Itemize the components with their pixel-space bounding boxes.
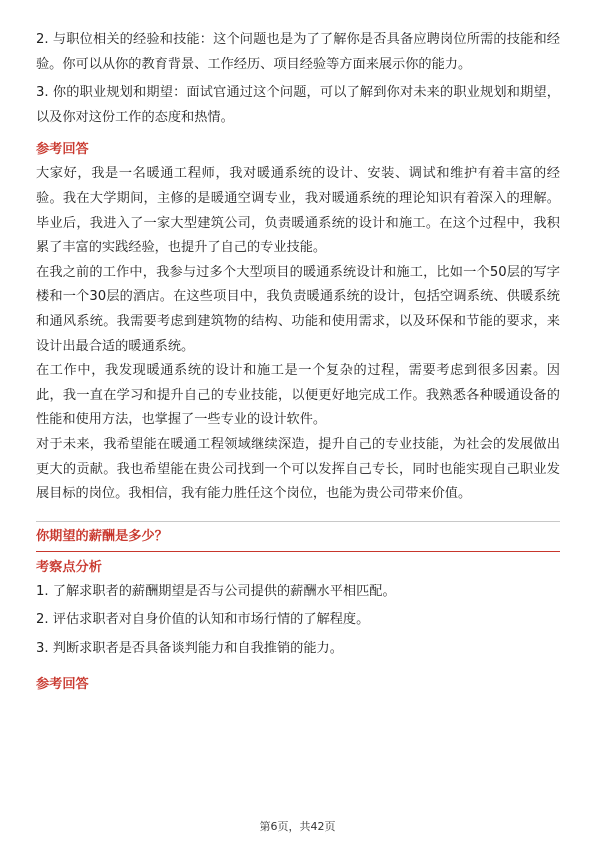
document-page xyxy=(36,28,560,697)
analysis-item-2: 2. 评估求职者对自身价值的认知和市场行情的了解程度。 xyxy=(36,612,370,628)
answer-paragraph-4: 对于未来，我希望能在暖通工程领域继续深造，提升自己的专业技能，为社会的发展做出更大的贡献。我也希望能在贵公司找到一个可以发挥自己专长，同时也能实现自己职业发展目标的岗位。我相信，我有能力胜任这个岗位，也能为贵公司带来价值。 xyxy=(36,436,560,502)
question-title: 你期望的薪酬是多少？ xyxy=(36,524,560,552)
answer-paragraph-3: 在工作中，我发现暖通系统的设计和施工是一个复杂的过程，需要考虑到很多因素。因此，我一直在学习和提升自己的专业技能，以便更好地完成工作。我熟悉各种暖通设备的性能和使用方法，也掌握了一些专业的设计软件。 xyxy=(36,363,560,428)
analysis-heading: 考察点分析 xyxy=(36,559,102,575)
answer-paragraph-2: 在我之前的工作中，我参与过多个大型项目的暖通系统设计和施工，比如一个50层的写字楼和一个30层的酒店。在这些项目中，我负责暖通系统的设计，包括空调系统、供暖系统和通风系统。我需要考虑到建筑物的结构、功能和使用需求，以及环保和节能的要求，来设计出最合适的暖通系统。 xyxy=(36,264,560,354)
question-answer-heading: 参考回答 xyxy=(36,677,89,693)
analysis-item-1: 1. 了解求职者的薪酬期望是否与公司提供的薪酬水平相匹配。 xyxy=(36,583,396,599)
answer-paragraph-1: 大家好，我是一名暖通工程师，我对暖通系统的设计、安装、调试和维护有着丰富的经验。我在大学期间，主修的是暖通空调专业，我对暖通系统的理论知识有着深入的理解。毕业后，我进入了一家大型建筑公司，负责暖通系统的设计和施工。在这个过程中，我积累了丰富的实践经验，也提升了自己的专业技能。 xyxy=(36,166,560,256)
intro-item-2: 2. 与职位相关的经验和技能：这个问题也是为了了解你是否具备应聘岗位所需的技能和经验。你可以从你的教育背景、工作经历、项目经验等方面来展示你的能力。 xyxy=(36,32,560,72)
answer-heading: 参考回答 xyxy=(36,142,89,158)
intro-item-3: 3. 你的职业规划和期望：面试官通过这个问题，可以了解到你对未来的职业规划和期望，以及你对这份工作的态度和热情。 xyxy=(36,85,560,125)
page-footer: 第6页，共42页 xyxy=(259,820,336,833)
analysis-item-3: 3. 判断求职者是否具备谈判能力和自我推销的能力。 xyxy=(36,640,343,656)
question-section xyxy=(36,521,560,698)
